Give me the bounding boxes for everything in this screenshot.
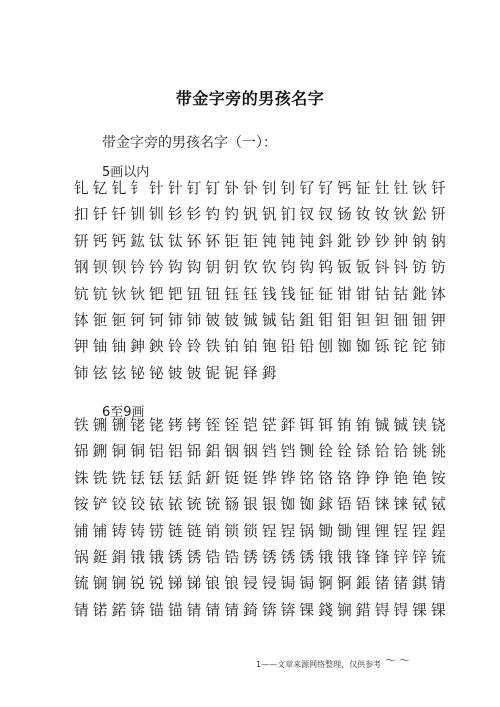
section-label-under-5-strokes: 5画以内 [102,165,150,180]
footer-marks: ～～ [385,654,414,667]
character-list-under-5-strokes: 钆钇钆钅针针钉钉钋钋钊钊钌钌钙钲钍钍钬钎扣钎钎钏钏钐钐钓钓钒钒钔钗钗钖钕钕钬鈆钘钘钙钙鈜钛钛钚钚钜钜钝钝钝鈄鈚钞钞钟钠钠钢钡钡钤钤钩钩钥钥钦钦钧钩钨钣钣钭钭钫钫钪钪钬钬钯钯钮钮钰钰钱钱钲钲钳钳钴钴鈚钵钵钷钷钶钶铈铈铍铍铖铖钻鉏钼钼钽钽钿钿钾钾铀铀鉮鉠铃铃铁铂铂铇铅铅刨铷铷铄铊铊铈铈铉铉铋铋铍铍铌铌铎鉧 [74,180,450,382]
page-footer [256,655,413,671]
section-label-6-to-9-strokes: 6至9画 [102,405,145,420]
page-title: 带金字旁的男孩名字 [175,89,325,108]
character-list-6-to-9-strokes: 铁铏铏铑铑铐铐铚铚铠铓銔铒铒铕铕铖铖铗铙铞鉶铜铜铝铝铞鋁铟铟铛铛铡铨铨铩铪铪铫铫铢铣铣铥铥铥銛銒铤铤铧铧铭铬铬铮铮铯铯铵铵铲铰铰铱铱铳铳铴银银铷铷銶铻铻铼铼铽铽铺铺铸铸铹链链销锁锁锃锃锅锄锄锂锂锃锃鋥锅鋌鋗锇锇锈锈锆锆锈锈锈锈锇锇锋锋锌锌锍锍锎锎锐锐锑锑锒锒锓锓锔锔锕锕鋹锗锗錤锖锖锘鍩锛锚锚锖锖锖錡锛锛锞錢锎錯锝锝锞锞 [74,417,450,619]
footer-text: 1——文章来源网络整理，仅供参考 [256,660,382,669]
part-heading: 带金字旁的男孩名字（一）： [102,135,277,151]
